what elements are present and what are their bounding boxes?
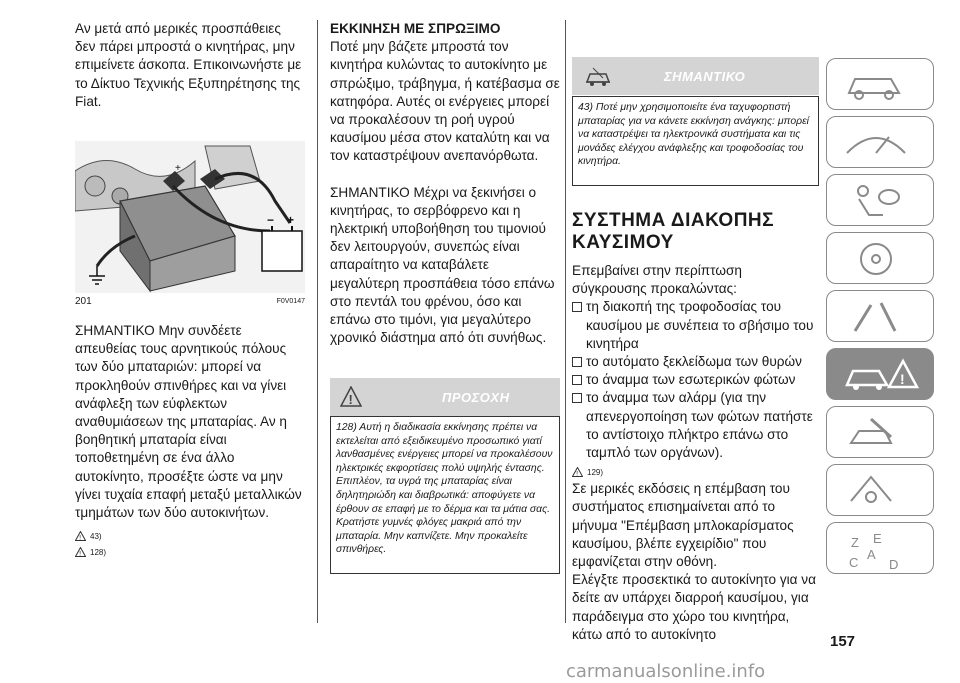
message-paragraph: Σε μερικές εκδόσεις η επέμβαση του συστήματος επισημαίνεται από το μήνυμα "Επέμβαση μπλοκαρίσματος καυσίμου, βλέπε εγχειρίδιο" που εμφανίζεται στην οθόνη.: [572, 481, 794, 570]
references: [75, 528, 106, 560]
tab-safety[interactable]: [826, 174, 934, 226]
list-item: [572, 353, 819, 371]
important-box: [572, 96, 819, 186]
figure-code: F0V0147: [276, 298, 305, 305]
caution-title: ΠΡΟΣΟΧΗ: [442, 389, 510, 405]
steering-wheel-icon: [841, 239, 911, 279]
fuel-cutoff-section: [572, 210, 819, 644]
column-2: [330, 20, 560, 347]
tab-multimedia[interactable]: [826, 464, 934, 516]
tab-maintenance[interactable]: [826, 406, 934, 458]
caution-box: [330, 416, 560, 574]
warning-triangle-icon: [572, 467, 583, 477]
tab-emergency[interactable]: [826, 290, 934, 342]
tab-driving[interactable]: [826, 232, 934, 284]
checkbox-icon: [572, 375, 582, 385]
ref-128-label: 128): [90, 547, 107, 557]
svg-text:!: !: [348, 392, 353, 407]
svg-text:D: D: [889, 557, 899, 572]
list-item-text: το άναμμα των αλάρμ (για την απενεργοποίηση των φώτων πατήστε το αντίστοιχο πλήκτρο επάνω στο ταμπλό των οργάνων).: [586, 390, 813, 461]
important-title: ΣΗΜΑΝΤΙΚΟ: [664, 68, 746, 84]
ref-129-label: 129): [587, 467, 604, 477]
list-item-text: τη διακοπή της τροφοδοσίας του καυσίμου με συνέπεια το σβήσιμο του κινητήρα: [586, 299, 814, 351]
caution-text: 128) Αυτή η διαδικασία εκκίνησης πρέπει να εκτελείται από εξειδικευμένο προσωπικό γιατί λανθασμένες ενέργειες μπορεί να προκαλέσουν ηλεκτρικές εκφορτίσεις πολύ υψηλής έντασης. Επιπλέον, τα υγρά της μπαταρίας είναι δηλητηριώδη και διαβρωτικά: αποφύγετε να έρθουν σε επαφή με το δέρμα και τα μάτια σας. Κρατήστε γυμνές φλόγες μακριά από την μπαταρία. Μην καπνίζετε. Μην προκαλείτε σπινθήρες.: [336, 422, 553, 556]
checkbox-icon: [572, 357, 582, 367]
svg-text:C: C: [849, 555, 859, 570]
dashboard-warning-icon: [841, 123, 911, 163]
page-number: 157: [830, 633, 856, 650]
airbag-seat-icon: [841, 181, 911, 221]
media-music-icon: [841, 471, 911, 511]
warning-triangle-icon: [340, 386, 362, 408]
warning-triangle-icon: [75, 547, 86, 557]
figure-number: 201: [75, 296, 92, 307]
ref-43: [75, 528, 106, 544]
svg-text:!: !: [576, 471, 578, 478]
ref-43-label: 43): [90, 531, 102, 541]
car-icon: [841, 65, 911, 105]
alphabet-index-icon: [841, 529, 921, 573]
warning-triangle-icon: [75, 531, 86, 541]
important-band: [572, 57, 819, 95]
section-title-line1: ΣΥΣΤΗΜΑ ΔΙΑΚΟΠΗΣ: [572, 210, 775, 231]
battery-illustration: [75, 141, 305, 293]
battery-jump-start-figure: [75, 141, 305, 311]
list-item: [572, 371, 819, 389]
wrench-car-icon: [841, 413, 911, 453]
svg-text:!: !: [900, 371, 905, 387]
intro-paragraph: Αν μετά από μερικές προσπάθειες δεν πάρει μπροστά ο κινητήρας, μην επιμείνετε άσκοπα. Επικοινωνήστε με το Δίκτυο Τεχνικής Εξυπηρέτησης της Fiat.: [75, 21, 302, 109]
svg-text:E: E: [873, 531, 882, 546]
checkbox-icon: [572, 393, 582, 403]
column-divider-2: [565, 20, 566, 623]
svg-text:−: −: [267, 213, 275, 227]
svg-text:+: +: [175, 163, 181, 174]
ref-129: [572, 464, 819, 480]
car-hazard-icon: [841, 355, 921, 395]
svg-text:!: !: [79, 551, 81, 557]
lead-paragraph: Επεμβαίνει στην περίπτωση σύγκρουσης προκαλώντας:: [572, 263, 742, 297]
column-divider-1: [317, 20, 318, 623]
important-text: 43) Ποτέ μην χρησιμοποιείτε ένα ταχυφορτιστή μπαταρίας για να κάνετε εκκίνηση ανάγκης: μπορεί να καταστρέψει τα ηλεκτρονικά συστήματα και τις μονάδες ελέγχου ανάφλεξης και τροφοδοσίας του κινητήρα.: [578, 102, 809, 168]
section-title-line2: ΚΑΥΣΙΜΟΥ: [572, 232, 674, 253]
list-item-text: το αυτόματο ξεκλείδωμα των θυρών: [586, 354, 802, 370]
svg-text:A: A: [867, 547, 876, 562]
check-paragraph: Ελέγξτε προσεκτικά το αυτοκίνητο για να δείτε αν υπάρχει διαρροή καυσίμου, για παράδειγμα στο χώρο του κινητήρα, κάτω από το αυτοκίνητο: [572, 572, 816, 642]
svg-text:+: +: [287, 213, 295, 227]
push-start-heading: ΕΚΚΙΝΗΣΗ ΜΕ ΣΠΡΩΞΙΜΟ: [330, 21, 501, 36]
car-warning-icon: [584, 64, 612, 88]
svg-text:!: !: [79, 535, 81, 541]
important-paragraph: ΣΗΜΑΝΤΙΚΟ Μην συνδέετε απευθείας τους αρνητικούς πόλους των δύο μπαταριών: μπορεί να προκληθούν σπινθήρες και να γίνει ανάφλεξη των εύφλεκτων αναθυμιάσεων της μπαταρίας. Αν η βοηθητική μπαταρία είναι τοποθετημένη σε ένα άλλο αυτοκίνητο, προσέξτε ώστε να μην γίνει τυχαία επαφή μεταξύ μεταλλικών τμημάτων των δύο αυτοκινήτων.: [75, 323, 302, 521]
tab-index[interactable]: [826, 522, 934, 574]
list-item: [572, 389, 819, 462]
tab-car-overview[interactable]: [826, 58, 934, 110]
push-start-paragraph: Ποτέ μην βάζετε μπροστά τον κινητήρα κυλώντας το αυτοκίνητο με σπρώξιμο, τράβηγμα, ή κατέβασμα σε κατηφόρα. Αυτές οι ενέργειες μπορεί να προκαλέσουν τη ροή υγρού καυσίμου μέσα στον καταλύτη και να τον καταστρέψουν ανεπανόρθωτα.: [330, 39, 560, 164]
tools-icon: [841, 297, 911, 337]
column-1-body: [75, 322, 305, 522]
watermark: carmanualsonline.info: [566, 661, 766, 682]
svg-text:Z: Z: [851, 535, 859, 550]
ref-128: [75, 544, 106, 560]
tab-in-emergency-active[interactable]: [826, 348, 934, 400]
checkbox-icon: [572, 302, 582, 312]
column-1: [75, 20, 305, 111]
figure-caption: [75, 296, 305, 307]
list-item-text: το άναμμα των εσωτερικών φώτων: [586, 372, 796, 388]
tab-dashboard-warnings[interactable]: [826, 116, 934, 168]
caution-band: [330, 378, 560, 416]
list-item: [572, 298, 819, 353]
servo-important-paragraph: ΣΗΜΑΝΤΙΚΟ Μέχρι να ξεκινήσει ο κινητήρας, το σερβόφρενο και η ηλεκτρική υποβοήθηση του τιμονιού δεν λειτουργούν, συνεπώς είναι απαραίτητο να καταβάλετε μεγαλύτερη προσπάθεια τόσο επάνω στο πεντάλ του φρένου, όσο και επάνω στο τιμόνι, για μεγαλύτερο χρονικό διάστημα από ότι συνήθως.: [330, 184, 555, 346]
